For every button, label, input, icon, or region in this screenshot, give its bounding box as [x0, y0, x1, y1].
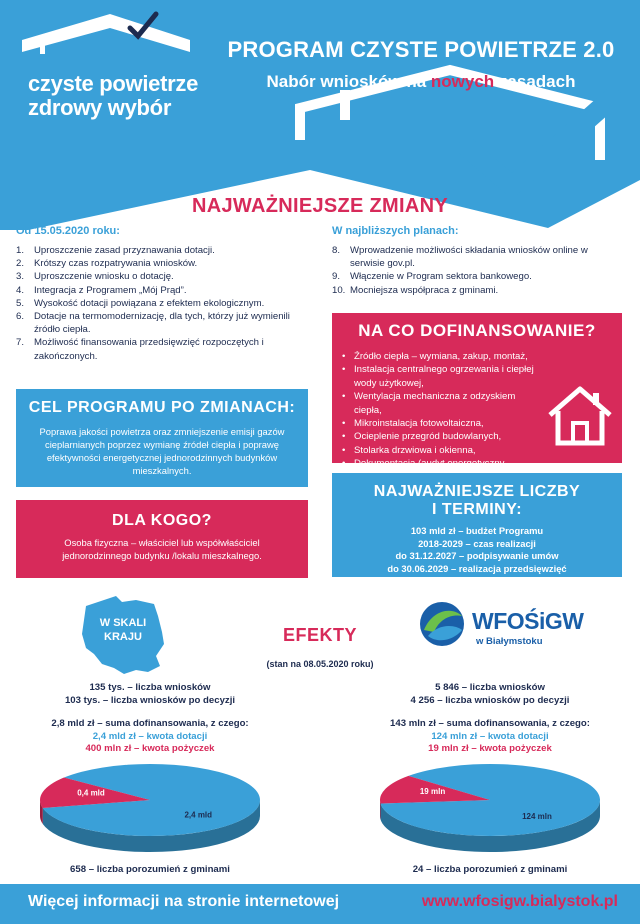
changes-right-heading: W najbliższych planach: — [332, 225, 459, 237]
list-item — [16, 336, 308, 362]
list-item — [16, 244, 308, 257]
list-item-text: Integracja z Programem „Mój Prąd”. — [34, 284, 187, 296]
funding-item: • Ocieplenie przegród budowlanych, — [340, 430, 540, 443]
regional-grants: 124 mln zł – kwota dotacji — [431, 730, 549, 742]
national-pie-chart — [30, 758, 270, 862]
pie-slice-label: 2,4 mld — [184, 810, 213, 820]
wfosigw-logo-icon — [418, 600, 466, 648]
funding-item: • Mikroinstalacja fotowoltaiczna, — [340, 417, 540, 430]
house-icon — [546, 385, 614, 447]
wfosigw-logo-text: WFOŚiGW — [472, 608, 584, 634]
regional-agreements: 24 – liczba porozumień z gminami — [412, 864, 568, 875]
list-item-number: 9. — [332, 271, 341, 283]
list-item — [16, 257, 308, 270]
website-link[interactable]: www.wfosigw.bialystok.pl — [421, 893, 618, 910]
map-label — [88, 616, 158, 644]
list-item-number: 10. — [332, 284, 346, 296]
list-item-text: Możliwość finansowania przedsięwzięć rozpoczętych i zakończonych. — [34, 337, 264, 362]
list-item-number: 1. — [16, 245, 25, 256]
numbers-heading-line-2: I TERMINY: — [431, 501, 523, 518]
list-item-number: 6. — [16, 311, 25, 323]
logo-line-1: czyste powietrze — [28, 71, 199, 96]
funding-item: • Instalacja centralnego ogrzewania i ciepłej wody użytkowej, — [340, 363, 540, 390]
funding-heading: NA CO DOFINANSOWANIE? — [358, 321, 596, 340]
list-item-text: Wprowadzenie możliwości składania wniosków online w serwisie gov.pl. — [350, 245, 588, 270]
list-item-number: 8. — [332, 245, 341, 256]
funding-item: • Stolarka drzwiowa i okienna, — [340, 444, 540, 457]
logo — [28, 72, 198, 120]
who-box — [16, 500, 308, 578]
list-item-number: 2. — [16, 258, 25, 270]
subtitle-highlight: nowych — [430, 72, 495, 91]
effects-heading: EFEKTY — [282, 625, 357, 645]
national-decisions: 103 tys. – liczba wniosków po decyzji — [64, 694, 236, 706]
list-item-number: 3. — [16, 271, 25, 283]
subtitle-after: zasadach — [494, 72, 576, 91]
changes-left-list — [16, 244, 308, 363]
map-label-line-1: W SKALI — [99, 617, 147, 629]
who-text: Osoba fizyczna – właściciel lub współwłaściciel jednorodzinnego budynku /lokalu mieszkalnego. — [62, 537, 262, 561]
list-item-number: 4. — [16, 284, 25, 296]
list-item-text: Krótszy czas rozpatrywania wniosków. — [34, 258, 198, 270]
who-heading: DLA KOGO? — [112, 512, 212, 529]
national-grants: 2,4 mld zł – kwota dotacji — [92, 730, 208, 742]
list-item-number: 7. — [16, 337, 25, 349]
numbers-line: 103 mld zł – budżet Programu — [410, 525, 544, 536]
list-item — [332, 284, 622, 297]
list-item-text: Włączenie w Program sektora bankowego. — [350, 271, 532, 283]
list-item — [332, 244, 622, 270]
pie-slice-label: 19 mln — [419, 786, 446, 796]
footer-text: Więcej informacji na stronie internetowej — [28, 893, 340, 910]
list-item — [16, 270, 308, 283]
national-loans: 400 mln zł – kwota pożyczek — [85, 743, 215, 754]
list-item — [16, 310, 308, 336]
logo-line-2: zdrowy wybór — [28, 95, 172, 120]
list-item-text: Mocniejsza współpraca z gminami. — [350, 284, 499, 296]
numbers-line: 2018-2029 – czas realizacji — [418, 537, 536, 549]
national-funding — [10, 718, 290, 756]
regional-pie-chart — [370, 758, 610, 862]
national-agreements: 658 – liczba porozumień z gminami — [70, 864, 230, 875]
list-item-number: 5. — [16, 297, 25, 309]
regional-applications: 5 846 – liczba wniosków — [435, 682, 545, 693]
changes-right-list — [332, 244, 622, 297]
regional-funding — [350, 718, 630, 756]
map-label-line-2: KRAJU — [104, 631, 142, 643]
list-item — [332, 270, 622, 283]
funding-list — [340, 350, 540, 484]
subtitle-before: Nabór wniosków na — [266, 72, 431, 91]
goal-text: Poprawa jakości powietrza oraz zmniejszenie emisji gazów cieplarnianych poprzez wymianę źródeł ciepła i poprawę efektywności energetycznej jednorodzinnych budynków mieszkalnych. — [39, 426, 285, 476]
national-total: 2,8 mld zł – suma dofinansowania, z czego: — [51, 718, 249, 729]
changes-left-heading: Od 15.05.2020 roku: — [16, 225, 120, 237]
list-item — [16, 297, 308, 310]
numbers-line: do 30.06.2029 – realizacja przedsięwzięć — [387, 562, 567, 574]
funding-item: • Źródło ciepła – wymiana, zakup, montaż, — [340, 350, 540, 363]
national-applications: 135 tys. – liczba wniosków — [89, 682, 211, 693]
page-subtitle — [216, 72, 626, 92]
pie-slice-label: 0,4 mld — [77, 788, 105, 798]
pie-slice-label: 124 mln — [522, 812, 552, 822]
goal-heading: CEL PROGRAMU PO ZMIANACH: — [28, 399, 296, 416]
regional-total: 143 mln zł – suma dofinansowania, z czego: — [390, 718, 590, 729]
page-title: PROGRAM CZYSTE POWIETRZE 2.0 — [227, 37, 615, 62]
goal-box — [16, 389, 308, 487]
effects-subheading: (stan na 08.05.2020 roku) — [266, 659, 374, 669]
wfosigw-logo-subtext: w Białymstoku — [476, 636, 543, 647]
list-item-text: Uproszczenie wniosku o dotację. — [34, 271, 174, 283]
list-item — [16, 284, 308, 297]
numbers-box — [332, 473, 622, 577]
regional-counts — [360, 682, 620, 707]
numbers-lines — [332, 519, 622, 575]
list-item-text: Uproszczenie zasad przyznawania dotacji. — [34, 245, 215, 256]
changes-heading: NAJWAŻNIEJSZE ZMIANY — [191, 195, 449, 217]
numbers-heading — [332, 473, 622, 519]
list-item-text: Wysokość dotacji powiązana z efektem ekologicznym. — [34, 297, 265, 309]
numbers-line: do 31.12.2027 – podpisywanie umów — [395, 550, 559, 562]
list-item-text: Dotacje na termomodernizację, dla tych, którzy już wymienili źródło ciepła. — [34, 311, 290, 336]
regional-decisions: 4 256 – liczba wniosków po decyzji — [410, 694, 570, 706]
regional-loans: 19 mln zł – kwota pożyczek — [428, 743, 552, 754]
national-counts — [20, 682, 280, 707]
funding-box — [332, 313, 622, 470]
funding-item: • Wentylacja mechaniczna z odzyskiem ciepła, — [340, 390, 540, 417]
numbers-heading-line-1: NAJWAŻNIEJSZE LICZBY — [373, 483, 581, 500]
funding-item: • Dokumentacja (audyt energetyczny, — [340, 457, 540, 484]
